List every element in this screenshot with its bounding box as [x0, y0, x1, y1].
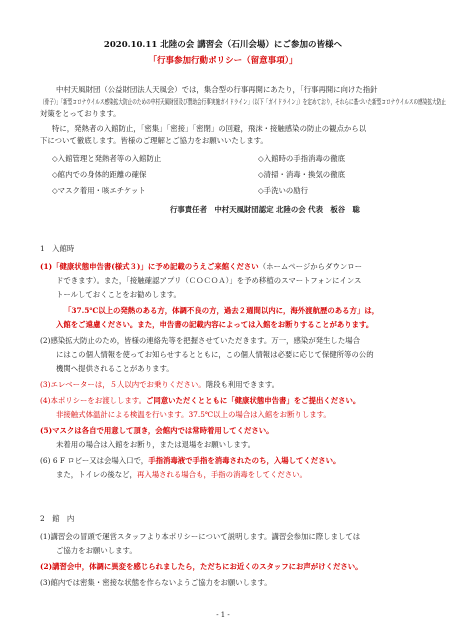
- section1-heading: 1 入館時: [40, 244, 75, 253]
- intro-p2-line2: 下について徹底します。皆様のご理解とご協力をお願いいたします。: [40, 136, 268, 145]
- fever-notice-line1: 「37.5℃以上の発熱のある方，体調不良の方，過去２週間以内に，海外渡航歴のある方」は，: [64, 306, 380, 315]
- fever-notice-line2: 入館をご遠慮ください。また，申告書の記載内容によっては入館をお断りすることがあります。: [56, 320, 374, 329]
- section2-item1-line2: ご協力をお願いします。: [56, 546, 137, 555]
- section2-item3: (3)館内では密集・密接な状態を作らないようご協力をお願いします。: [40, 578, 272, 587]
- consent-submit-notice: ご同意いただくとともに「健康状態申告書」をご提出ください。: [145, 396, 361, 405]
- section1-item4-line1: [40, 396, 360, 406]
- bullet-hand-disinfection: ◇入館時の手指消毒の徹底: [258, 154, 345, 163]
- page-subtitle: 「行事参加行動ポリシー（留意事項）」: [148, 56, 298, 66]
- temperature-check-notice: 非接触式体温計による検温を行います。37.5℃以上の場合は入館をお断りします。: [56, 410, 331, 419]
- page-number: - 1 -: [216, 611, 230, 619]
- section1-item2-line3: 機関へ提供されることがあります。: [56, 364, 174, 373]
- bullet-physical-distance: ◇館内での身体的距離の確保: [52, 170, 147, 179]
- signature: 行事責任者 中村天風財団認定 北陸の会 代表 板谷 聡: [170, 205, 360, 214]
- bullet-mask-etiquette: ◇マスク着用・咳エチケット: [52, 186, 146, 195]
- bullet-cleaning-ventilation: ◇清掃・消毒・換気の徹底: [258, 170, 345, 179]
- section1-item2-line2: にはこの個人情報を使ってお知らせするとともに，この個人情報は必要に応じて保健所等の公的: [56, 350, 374, 359]
- stairs-note: 階段も利用できます。: [205, 380, 280, 389]
- section1-item1-line1: [40, 262, 362, 272]
- download-note: （ホームページからダウンロー: [258, 262, 363, 271]
- section2-item1-line1: (1)講習会の冒頭で運営スタッフより本ポリシーについて説明します。講習会参加に際しましては: [40, 532, 361, 541]
- section1-item3: [40, 380, 279, 390]
- section2-heading: 2 館 内: [40, 514, 75, 523]
- bullet-hand-washing: ◇手洗いの励行: [258, 186, 309, 195]
- hand-sanitize-notice: 手指消毒液で手指を消毒されたのち，入場してください。: [148, 456, 341, 465]
- section1-item6-line1: [40, 456, 340, 466]
- section1-item1-line3: トールしておくことをお勧めします。: [56, 290, 181, 299]
- intro-p1-line2: （骨子）」「新型コロナウイルス感染拡大防止のための中村天風財団及び賛助会行事実施ガイドライン」（以下「ガイドライン」）を定めており，それらに基づいた新型コロナウイルスの感染拡大防止: [40, 97, 446, 106]
- mask-notice: (5)マスクは各自で用意して頂き，会館内では常時着用してください。: [40, 426, 274, 435]
- section1-item2-line1: (2)感染拡大防止のため，皆様の連絡先等を把握させていただきます。万一，感染が発生した場合: [40, 336, 360, 345]
- mask-refusal-note: 未着用の場合は入館をお断り，または退場をお願いします。: [56, 440, 255, 449]
- reentry-sanitize-notice: 再入場される場合も，手指の消毒をしてください。: [136, 470, 307, 479]
- intro-p1-line1: 中村天風財団（公益財団法人天風会）では，集合型の行事再開にあたり，「行事再開に向けた指針: [56, 85, 378, 94]
- illness-report-notice: (2)講習会中，体調に異変を感じられましたら，ただちにお近くのスタッフにお声がけください。: [40, 562, 363, 571]
- section1-item1-line2: ドできます）。また，「接触確認アプリ（ＣＯＣＯＡ）」を予め移植のスマートフォンにインス: [56, 276, 362, 285]
- elevator-notice: (3)エレベーターは，５人以内でお乗りください。: [40, 380, 206, 389]
- toilet-note: また，トイレの後など，: [56, 470, 137, 479]
- section1-item6-line2: [56, 470, 307, 480]
- health-declaration-notice: (1)「健康状態申告書(様式３)」に予め記載のうえご来館ください: [40, 262, 259, 271]
- intro-p1-line3: 対策をとっております。: [40, 109, 121, 118]
- policy-handout-notice: (4)本ポリシーをお渡しします。: [40, 396, 146, 405]
- page-title: 2020.10.11 北陸の会 講習会（石川会場）にご参加の皆様へ: [103, 40, 343, 50]
- bullet-entry-management: ◇入館管理と発熱者等の入館防止: [52, 154, 162, 163]
- lobby-entrance-note: (6) 6 F ロビー又は会場入口で，: [40, 456, 149, 465]
- intro-p2-line1: 特に，発熱者の入館防止，「密集」「密接」「密閉」の回避，飛沫・接触感染の防止の観点から以: [52, 124, 367, 133]
